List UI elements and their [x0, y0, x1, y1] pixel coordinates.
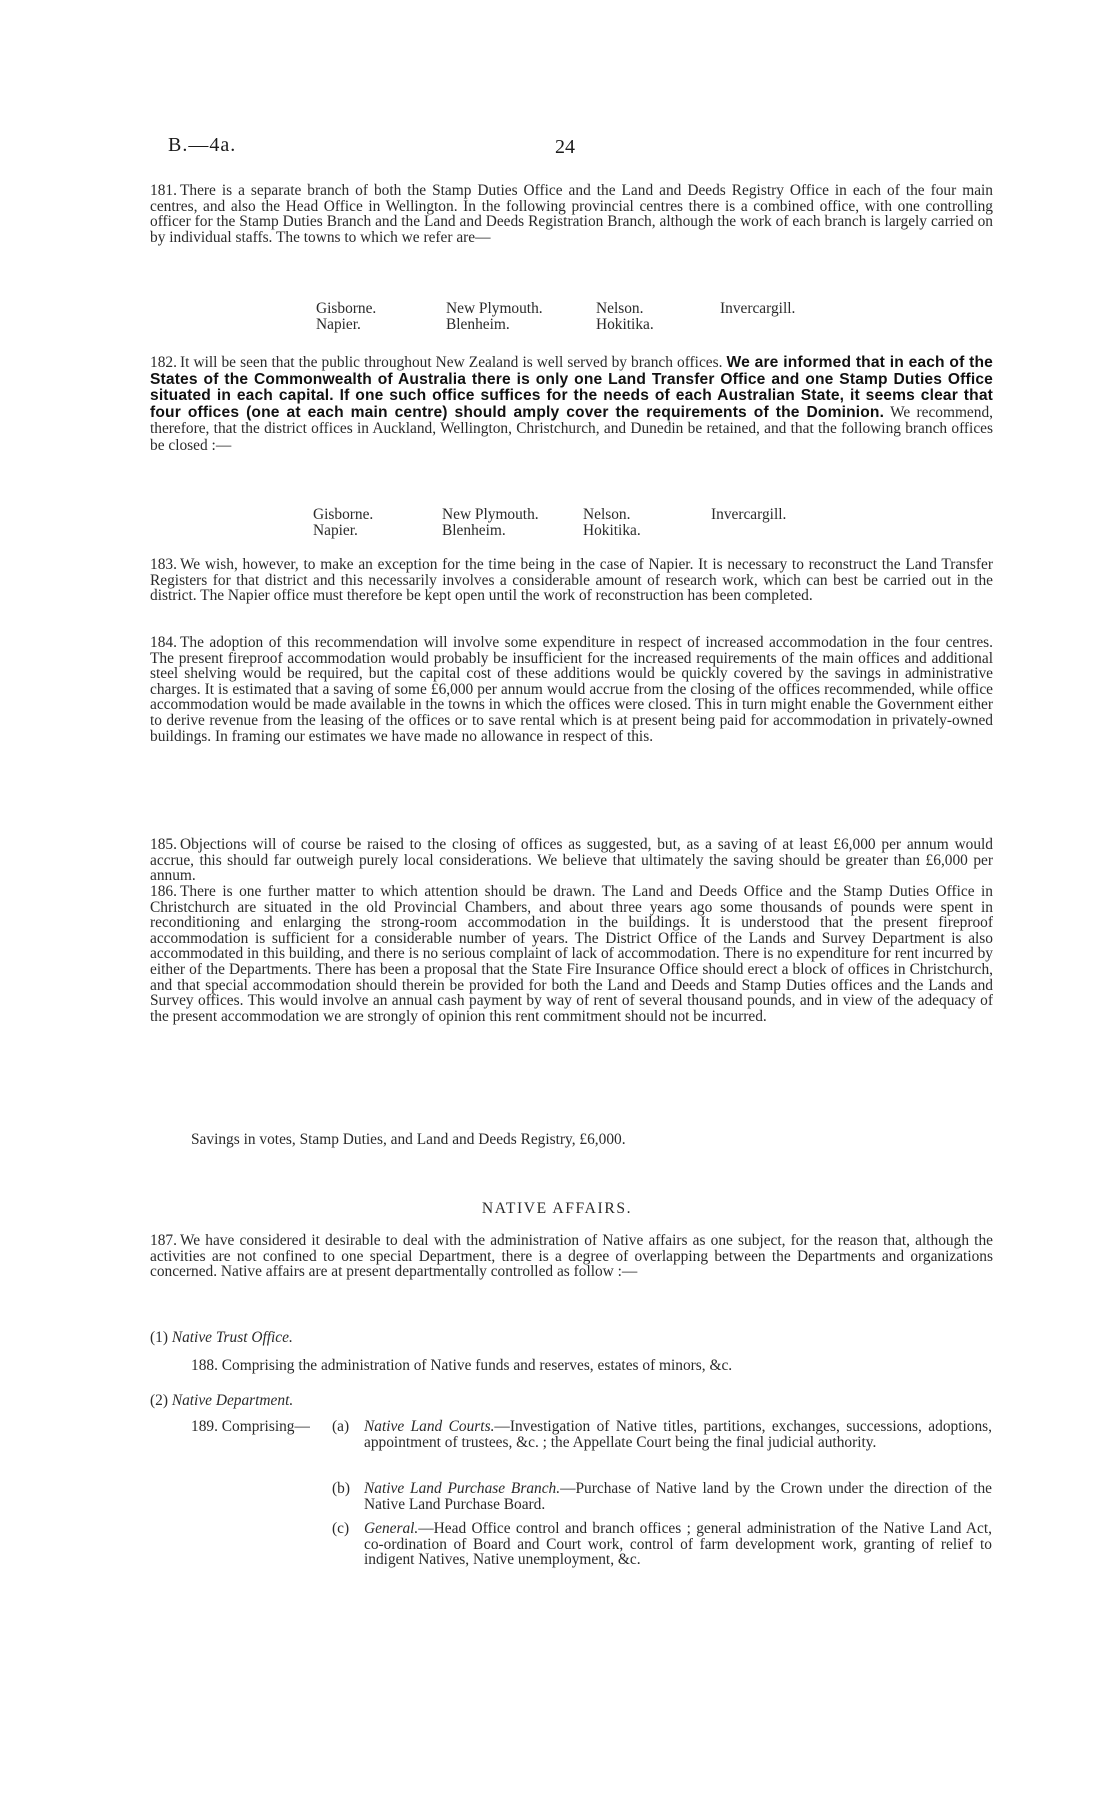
- paragraph-number: 184.: [150, 634, 177, 651]
- town-name: Napier.: [313, 522, 358, 539]
- paragraph-188: [191, 1358, 991, 1374]
- paragraph-number: 182.: [150, 354, 177, 371]
- paragraph-183: [150, 557, 993, 604]
- paragraph-number: 188.: [191, 1357, 218, 1374]
- item-title: Native Department.: [171, 1392, 294, 1409]
- savings-line: Savings in votes, Stamp Duties, and Land and Deeds Registry, £6,000.: [191, 1131, 626, 1148]
- sub-item-text: —Investigation of Native titles, partitions, exchanges, successions, adoptions, appointment of trustees, &c. ; the Appellate Court being the final judicial authority.: [364, 1418, 992, 1451]
- emphasized-recommendation: We are informed that in each of the States of the Commonwealth of Australia there is only one Land Transfer Office and one Stamp Duties Office situated in each capital. If one such office suffices for the needs of each Australian State, it seems clear that four offices (one at each main centre) should amply cover the requirements of the Dominion.: [150, 354, 993, 421]
- paragraph-187: [150, 1233, 993, 1280]
- town-name: Gisborne.: [316, 300, 377, 317]
- sub-item-a: [332, 1419, 992, 1481]
- item-number: (1): [150, 1329, 168, 1346]
- town-name: Nelson.: [596, 300, 644, 317]
- paragraph-text: The adoption of this recommendation will involve some expenditure in respect of increased accommodation in the four centres. The present fireproof accommodation would probably be insufficient for the increased requirements of the main offices and additional steel shelving would be required, but the capital cost of these additions would be quickly covered by the savings in administrative charges. It is estimated that a saving of some £6,000 per annum would accrue from the closing of the offices recommended, while office accommodation would be made available in the towns in which the offices were closed. This in turn might enable the Government either to derive revenue from the leasing of the offices or to save rental which is at present being paid for accommodation in privately-owned buildings. In framing our estimates we have made no allowance in respect of this.: [150, 634, 993, 745]
- paragraph-text: We have considered it desirable to deal with the administration of Native affairs as one subject, for the reason that, although the activities are not confined to one special Department, there is a degree of overlapping between the Departments and organizations concerned. Native affairs are at present departmentally controlled as follow :—: [150, 1232, 993, 1281]
- paragraph-181: [150, 183, 993, 245]
- item-native-department: [150, 1393, 293, 1409]
- item-title: Native Trust Office.: [171, 1329, 293, 1346]
- sub-item-letter: (c): [332, 1520, 350, 1537]
- section-heading-native-affairs: NATIVE AFFAIRS.: [481, 1200, 633, 1217]
- town-name: Gisborne.: [313, 506, 374, 523]
- item-number: (2): [150, 1392, 168, 1409]
- paragraph-text: We recommend, therefore, that the district offices in Auckland, Wellington, Christchurch, and Dunedin be retained, and that the following branch offices be closed :—: [150, 403, 993, 454]
- paragraph-text: It will be seen that the public throughout New Zealand is well served by branch offices.: [180, 354, 723, 371]
- town-name: Blenheim.: [442, 522, 506, 539]
- town-name: Hokitika.: [596, 316, 654, 333]
- page-number: 24: [555, 136, 575, 158]
- paragraph-text: We wish, however, to make an exception for the time being in the case of Napier. It is necessary to reconstruct the Land Transfer Registers for that district and this necessarily involves a considerable amount of research work, which can best be carried out in the district. The Napier office must therefore be kept open until the work of reconstruction has been completed.: [150, 556, 993, 605]
- sub-item-letter: (b): [332, 1480, 350, 1497]
- sub-item-c: [332, 1521, 992, 1591]
- sub-item-letter: (a): [332, 1418, 350, 1435]
- town-name: Invercargill.: [720, 300, 796, 317]
- paragraph-text: Objections will of course be raised to the closing of offices as suggested, but, as a saving of at least £6,000 per annum would accrue, this should far outweigh purely local considerations. We believe that ultimately the saving should be greater than £6,000 per annum.: [150, 836, 993, 885]
- paragraph-number: 183.: [150, 556, 177, 573]
- paragraph-number: 185.: [150, 836, 177, 853]
- town-name: Hokitika.: [583, 522, 641, 539]
- sub-item-text: —Purchase of Native land by the Crown under the direction of the Native Land Purchase Board.: [364, 1480, 993, 1513]
- sub-item-title: Native Land Courts.: [364, 1418, 495, 1435]
- paragraph-number: 189.: [191, 1418, 218, 1435]
- paragraph-text: There is a separate branch of both the Stamp Duties Office and the Land and Deeds Registry Office in each of the four main centres, and also the Head Office in Wellington. In the following provincial centres there is a combined office, with one controlling officer for the Stamp Duties Branch and the Land and Deeds Registration Branch, although the work of each branch is largely carried on by individual staffs. The towns to which we refer are—: [150, 182, 993, 246]
- paragraph-text: Comprising—: [221, 1418, 310, 1435]
- town-name: New Plymouth.: [442, 506, 539, 523]
- report-reference: B.—4a.: [168, 134, 237, 156]
- town-name: Invercargill.: [711, 506, 787, 523]
- paragraph-184: [150, 635, 993, 744]
- sub-item-title: General.: [364, 1520, 419, 1537]
- sub-item-title: Native Land Purchase Branch.: [364, 1480, 561, 1497]
- paragraph-186: [150, 884, 993, 1024]
- paragraph-number: 186.: [150, 883, 177, 900]
- paragraph-number: 187.: [150, 1232, 177, 1249]
- item-native-trust-office: [150, 1330, 293, 1346]
- paragraph-text: Comprising the administration of Native funds and reserves, estates of minors, &c.: [221, 1357, 733, 1374]
- town-name: Napier.: [316, 316, 361, 333]
- sub-item-b: [332, 1481, 992, 1521]
- paragraph-number: 181.: [150, 182, 177, 199]
- town-name: Nelson.: [583, 506, 631, 523]
- town-name: Blenheim.: [446, 316, 510, 333]
- paragraph-text: There is one further matter to which attention should be drawn. The Land and Deeds Office and the Stamp Duties Office in Christchurch are situated in the old Provincial Chambers, and about three years ago some thousands of pounds were spent in reconditioning and enlarging the strong-room accommodation in the buildings. It is understood that the present fireproof accommodation is sufficient for a considerable number of years. The District Office of the Lands and Survey Department is also accommodated in this building, and there is no serious complaint of lack of accommodation. There is no expenditure for rent incurred by either of the Departments. There has been a proposal that the State Fire Insurance Office should erect a block of offices in Christchurch, and that special accommodation should therein be provided for both the Land and Deeds and Stamp Duties offices and the Lands and Survey offices. This would involve an annual cash payment by way of rent of several thousand pounds, and in view of the adequacy of the present accommodation we are strongly of opinion this rent commitment should not be incurred.: [150, 883, 993, 1025]
- paragraph-185: [150, 837, 993, 884]
- town-name: New Plymouth.: [446, 300, 543, 317]
- paragraph-182: [150, 355, 993, 455]
- sub-item-text: —Head Office control and branch offices ; general administration of the Native Land Act, co-ordination of Board and Court work, control of farm development work, granting of relief to indigent Natives, Native unemployment, &c.: [364, 1520, 992, 1569]
